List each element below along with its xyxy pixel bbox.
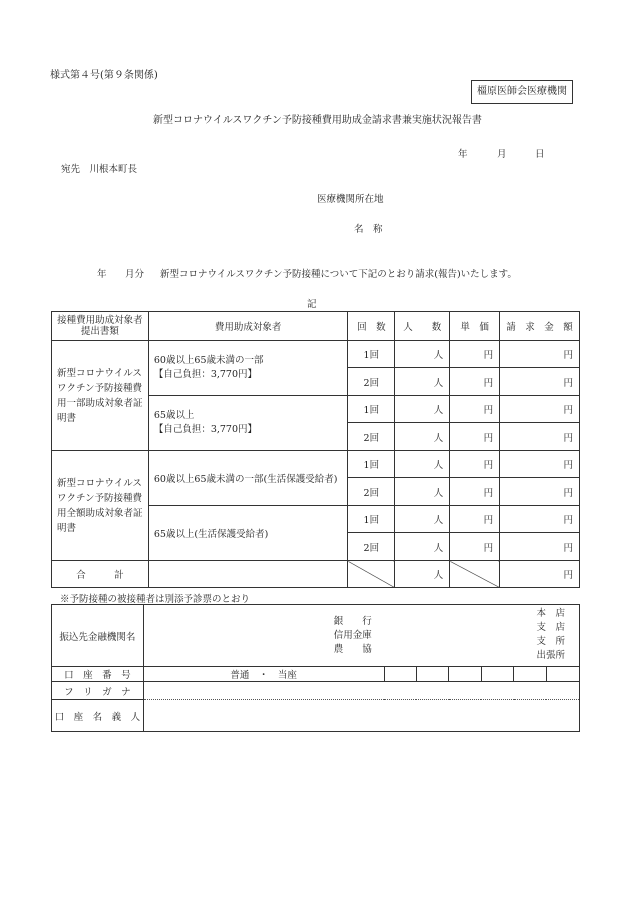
addressee: 宛先 川根本町長: [61, 164, 138, 175]
header-doc-type: 接種費用助成対象者 提出書類: [52, 312, 149, 341]
count-cell: 2回: [348, 478, 395, 506]
amount-cell[interactable]: 円: [500, 423, 580, 451]
page-title: 新型コロナウイルスワクチン予防接種費用助成金請求書兼実施状況報告書: [153, 115, 482, 126]
form-number: 様式第４号(第９条関係): [50, 70, 158, 81]
account-digit[interactable]: [416, 667, 448, 682]
bank-type-bank: 銀 行: [333, 616, 372, 627]
header-amount: 請 求 金 額: [500, 312, 580, 341]
subject-cell: 60歳以上65歳未満の一部(生活保護受給者): [148, 451, 348, 506]
account-holder-label: 口 座 名 義 人: [52, 700, 144, 732]
people-cell[interactable]: 人: [395, 506, 450, 533]
bank-table: [51, 604, 580, 732]
account-number-label: 口 座 番 号: [52, 667, 144, 682]
count-cell: 1回: [348, 506, 395, 533]
total-amount[interactable]: 円: [500, 561, 580, 588]
people-cell[interactable]: 人: [395, 478, 450, 506]
people-cell[interactable]: 人: [395, 396, 450, 423]
unit-price-cell[interactable]: 円: [450, 533, 500, 561]
amount-cell[interactable]: 円: [500, 368, 580, 396]
count-cell: 2回: [348, 368, 395, 396]
subject-cell: 65歳以上 【自己負担：3,770円】: [148, 396, 348, 451]
count-cell: 1回: [348, 451, 395, 478]
account-digit[interactable]: [384, 667, 416, 682]
date-day: 日: [535, 149, 545, 160]
count-cell: 1回: [348, 396, 395, 423]
subject-cell: 65歳以上(生活保護受給者): [148, 506, 348, 561]
total-label: 合 計: [52, 561, 149, 588]
people-cell[interactable]: 人: [395, 341, 450, 368]
total-people[interactable]: 人: [395, 561, 450, 588]
unit-price-cell[interactable]: 円: [450, 368, 500, 396]
stamp-box: 橿原医師会医療機関: [471, 80, 573, 104]
unit-price-cell[interactable]: 円: [450, 506, 500, 533]
amount-cell[interactable]: 円: [500, 478, 580, 506]
account-number-row: [52, 667, 580, 682]
account-digit[interactable]: [449, 667, 481, 682]
account-digit[interactable]: [546, 667, 580, 682]
bank-type-shinkin: 信用金庫: [333, 630, 372, 641]
date-month: 月: [497, 149, 507, 160]
furigana-field[interactable]: [143, 682, 579, 700]
request-month: 月分: [125, 269, 145, 280]
branch-sub: 支 所: [536, 636, 565, 647]
header-people: 人 数: [395, 312, 450, 341]
header-unit-price: 単 価: [450, 312, 500, 341]
branch-office: 出張所: [536, 650, 565, 661]
total-price-slash: [450, 561, 500, 588]
count-cell: 2回: [348, 533, 395, 561]
unit-price-cell[interactable]: 円: [450, 396, 500, 423]
doc-type-full: 新型コロナウイルス ワクチン予防接種費 用全額助成対象者証 明書: [52, 451, 149, 561]
count-cell: 1回: [348, 341, 395, 368]
request-year: 年: [97, 269, 107, 280]
people-cell[interactable]: 人: [395, 423, 450, 451]
table-header-row: [52, 312, 580, 341]
table-row: [52, 341, 580, 368]
bank-name-field[interactable]: [143, 605, 579, 667]
unit-price-cell[interactable]: 円: [450, 451, 500, 478]
count-cell: 2回: [348, 423, 395, 451]
amount-cell[interactable]: 円: [500, 396, 580, 423]
account-digit[interactable]: [514, 667, 546, 682]
unit-price-cell[interactable]: 円: [450, 341, 500, 368]
header-count: 回 数: [348, 312, 395, 341]
date-year: 年: [458, 149, 468, 160]
institution-name-label: 名 称: [354, 224, 383, 235]
furigana-row: [52, 682, 580, 700]
furigana-label: フ リ ガ ナ: [52, 682, 144, 700]
total-row: [52, 561, 580, 588]
bank-type-nokyo: 農 協: [333, 644, 372, 655]
total-subject-blank: [148, 561, 348, 588]
account-digit[interactable]: [481, 667, 513, 682]
header-subject: 費用助成対象者: [148, 312, 348, 341]
doc-type-partial: 新型コロナウイルス ワクチン予防接種費 用一部助成対象者証 明書: [52, 341, 149, 451]
bank-row: [52, 605, 580, 667]
branch-branch: 支 店: [536, 622, 565, 633]
amount-cell[interactable]: 円: [500, 451, 580, 478]
unit-price-cell[interactable]: 円: [450, 478, 500, 506]
amount-cell[interactable]: 円: [500, 533, 580, 561]
request-sentence: 新型コロナウイルスワクチン予防接種について下記のとおり請求(報告)いたします。: [160, 269, 517, 280]
table-row: [52, 451, 580, 478]
bank-label: 振込先金融機関名: [52, 605, 144, 667]
account-holder-row: [52, 700, 580, 732]
branch-main: 本 店: [536, 608, 565, 619]
note: ※予防接種の被接種者は別添予診票のとおり: [60, 594, 251, 605]
total-count-slash: [348, 561, 395, 588]
bank-type-list: [334, 615, 372, 657]
people-cell[interactable]: 人: [395, 533, 450, 561]
branch-type-list: [536, 607, 565, 663]
claims-table: [51, 311, 580, 588]
amount-cell[interactable]: 円: [500, 341, 580, 368]
unit-price-cell[interactable]: 円: [450, 423, 500, 451]
ki-heading: 記: [307, 299, 317, 310]
amount-cell[interactable]: 円: [500, 506, 580, 533]
institution-address-label: 医療機関所在地: [317, 194, 384, 205]
account-holder-field[interactable]: [143, 700, 579, 732]
account-type-options[interactable]: 普通 ・ 当座: [143, 667, 384, 682]
people-cell[interactable]: 人: [395, 451, 450, 478]
subject-cell: 60歳以上65歳未満の一部 【自己負担：3,770円】: [148, 341, 348, 396]
people-cell[interactable]: 人: [395, 368, 450, 396]
